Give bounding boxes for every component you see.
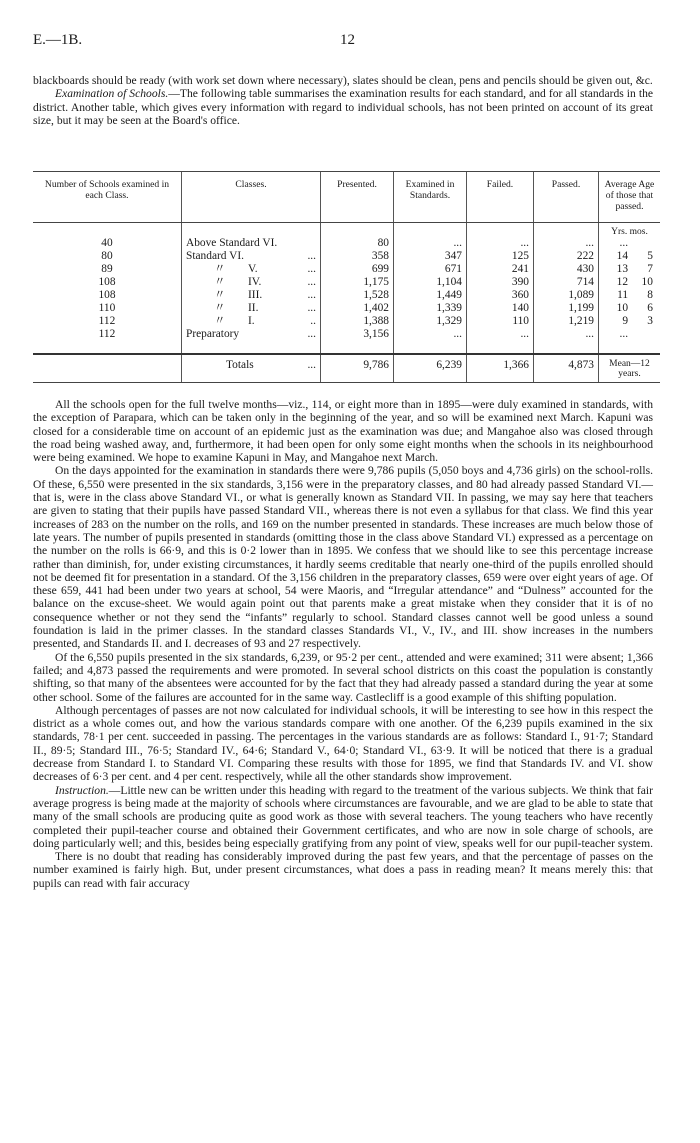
failed-value: 110	[467, 315, 534, 328]
leader-dots: ...	[307, 276, 316, 288]
passed-value: ...	[534, 237, 599, 250]
age-months: 6	[647, 302, 653, 314]
paragraph: There is no doubt that reading has considerably improved during the past few years, and that the percentage of passes on the number examined is fairly high. But, under present circumstances, what does a pass in reading mean? It means merely this: that pupils can read with fair accuracy	[33, 850, 653, 890]
passed-value: 714	[534, 276, 599, 289]
presented-value: 1,175	[321, 276, 394, 289]
failed-value: 241	[467, 263, 534, 276]
column-header: Failed.	[467, 172, 534, 223]
class-name: Standard VI.	[186, 250, 244, 262]
failed-value: 125	[467, 250, 534, 263]
schools-count: 112	[98, 315, 116, 327]
examined-value: 671	[394, 263, 467, 276]
presented-value: 1,402	[321, 302, 394, 315]
age-years: 14	[616, 250, 629, 262]
paragraph	[33, 784, 653, 850]
failed-value: 140	[467, 302, 534, 315]
body-text	[33, 398, 653, 890]
paragraph: All the schools open for the full twelve months—viz., 114, or eight more than in 1895—were duly examined in standards, with the exception of Parapara, which can be taken only in the beginning of the year, and so will be examined next March. Kapuni was closed for a considerable time on account of an epidemic just as the examination was due; and Mangahoe also was closed through the road being washed away, and, furthermore, it had been open for only some eight months when the schools in its neighbourhood were being examined. We hope to examine Kapuni in May, and Mangahoe next March.	[33, 398, 653, 465]
table-row	[33, 302, 660, 315]
leader-dots: ..	[310, 315, 316, 327]
ditto-mark: 〃	[214, 263, 226, 275]
intro-paragraph: blackboards should be ready (with work set down where necessary), slates should be clean, pens and pencils should be given out, &c.	[33, 74, 653, 87]
leader-dots: ...	[307, 328, 316, 340]
paragraph-text: —Little new can be written under this heading with regard to the treatment of the various subjects. We think that fair average progress is being made at the majority of schools where circumstances are favourable, and we are glad to be able to state that many of the small schools are producing quite as good work as those with several teachers. The young teachers who have recently completed their pupil-teacher course and obtained their Government certificates, and who are now in sole charge of schools, are doing particularly well; and this, besides being especially gratifying from any point of view, speaks well for our pupil-teacher system.	[33, 783, 653, 850]
ditto-mark: 〃	[214, 276, 226, 288]
totals-failed: 1,366	[467, 354, 534, 383]
examined-value: ...	[394, 328, 467, 354]
passed-value: 430	[534, 263, 599, 276]
totals-passed: 4,873	[534, 354, 599, 383]
schools-count: 112	[98, 328, 116, 340]
age-years: 11	[617, 289, 629, 301]
column-header: Classes.	[182, 172, 321, 223]
schools-count: 110	[98, 302, 116, 314]
schools-count: 80	[101, 250, 113, 262]
examination-paragraph	[33, 87, 653, 127]
totals-examined: 6,239	[394, 354, 467, 383]
ditto-mark: 〃	[214, 289, 226, 301]
examined-value: ...	[394, 237, 467, 250]
age-months: 8	[647, 289, 653, 301]
passed-value: ...	[534, 328, 599, 354]
schools-count: 108	[98, 276, 116, 288]
failed-value: ...	[467, 328, 534, 354]
age-years: ...	[619, 237, 629, 249]
totals-label: Totals	[226, 359, 254, 371]
leader-dots: ...	[307, 263, 316, 275]
age-months: 3	[647, 315, 653, 327]
passed-value: 222	[534, 250, 599, 263]
presented-value: 3,156	[321, 328, 394, 354]
examined-value: 1,449	[394, 289, 467, 302]
section-heading: Instruction.	[55, 783, 109, 797]
ditto-mark: 〃	[214, 302, 226, 314]
class-name: I.	[248, 315, 255, 327]
schools-count: 40	[101, 237, 113, 249]
column-header: Presented.	[321, 172, 394, 223]
age-years: 9	[622, 315, 629, 327]
paragraph-text: —The following table summarises the examination results for each standard, and for all standards in the district. Another table, which gives every information with regard to individual schools, has not been printed on account of its great size, but it may be seen at the Board's office.	[33, 87, 654, 127]
page-number: 12	[340, 32, 355, 48]
leader-dots: ...	[307, 289, 316, 301]
table-row	[33, 315, 660, 328]
paragraph: Of the 6,550 pupils presented in the six standards, 6,239, or 95·2 per cent., attended and were examined; 311 were absent; 1,366 failed; and 4,873 passed the requirements and were promoted. In several school districts on this coast the population is constantly shifting, so that many of the absentees were accounted for by the fact that they had already passed a standard during the year at some other school. Some of the failures are accounted for in the same way. Castlecliff is a good example of this shifting population.	[33, 650, 653, 704]
schools-count: 89	[101, 263, 113, 275]
table-row	[33, 289, 660, 302]
schools-count: 108	[98, 289, 116, 301]
age-years: 12	[616, 276, 629, 288]
age-years: ...	[619, 328, 629, 340]
failed-value: 360	[467, 289, 534, 302]
table-row	[33, 276, 660, 289]
table-row	[33, 263, 660, 276]
column-header: Average Age of those that passed.	[599, 172, 661, 223]
column-header: Number of Schools examined in each Class.	[33, 172, 182, 223]
examined-value: 1,329	[394, 315, 467, 328]
passed-value: 1,199	[534, 302, 599, 315]
leader-dots: ...	[307, 250, 316, 262]
examined-value: 1,104	[394, 276, 467, 289]
presented-value: 1,528	[321, 289, 394, 302]
totals-mean-age: Mean—12 years.	[599, 354, 661, 383]
paragraph: On the days appointed for the examination in standards there were 9,786 pupils (5,050 boys and 4,736 girls) on the school-rolls. Of these, 6,550 were presented in the six standards, 3,156 were in the preparatory classes, and 80 had already passed Standard VI.—that is, were in the class above Standard VI., or what is generally known as Standard VII. In passing, we may say here that teachers are given to stating that their pupils have passed Standard VII., whereas there is not even a syllabus for that class. We find this year increases of 283 on the number on the rolls, and 169 on the number presented in standards. These increases are much below those of late years. The number of pupils presented in standards (omitting those in the class above Standard VI.) expressed as a percentage on the number on the rolls is 66·9, and this is 0·2 lower than in 1895. We confess that we should like to see this percentage increase rather than diminish, for, under existing circumstances, it hardly seems creditable that nearly one-third of the pupils enrolled should not be deemed fit for presentation in a standard. Of the 3,156 children in the preparatory classes, 659 were over eight years of age. Of these 659, 441 had been under two years at school, 54 were Maoris, and “Irregular attendance” and “Dulness” accounted for the balance on the excuse-sheet. We would again point out that parents make a great mistake when they consider that it is of no consequence whether or not they send the “infants” regularly to school. Standard classes cannot well be good unless a sound foundation is laid in the primer classes. In the standard classes Standards VI., V., IV., and III. show increases in the numbers presented, and Standards II. and I. decreases of 93 and 27 respectively.	[33, 464, 653, 651]
column-header: Examined in Standards.	[394, 172, 467, 223]
passed-value: 1,219	[534, 315, 599, 328]
paragraph: Although percentages of passes are not now calculated for individual schools, it will be interesting to see how in this respect the district as a whole comes out, and how the various standards compare with one another. Of the 6,239 pupils examined in the six standards, 78·1 per cent. succeeded in passing. The percentages in the various standards are as follows: Standard I., 91·7; Standard II., 89·5; Standard III., 76·5; Standard IV., 64·6; Standard V., 64·0; Standard VI., 63·9. It will be noticed that there is a gradual decrease from Standard I. to Standard VI. Comparing these results with those for 1895, we find that Standards IV. and VI. show decreases of 6·3 per cent. and 4 per cent. respectively, while all the other standards show improvement.	[33, 703, 653, 784]
class-name: IV.	[248, 276, 262, 288]
document-reference: E.—1B.	[33, 32, 83, 48]
age-months: 7	[647, 263, 653, 275]
class-name: V.	[248, 263, 258, 275]
units-row	[33, 223, 660, 238]
totals-presented: 9,786	[321, 354, 394, 383]
leader-dots: ...	[307, 302, 316, 314]
class-name: II.	[248, 302, 259, 314]
leader-dots: ...	[307, 359, 316, 371]
section-heading: Examination of Schools.	[55, 87, 169, 101]
table-row	[33, 237, 660, 250]
examined-value: 1,339	[394, 302, 467, 315]
presented-value: 1,388	[321, 315, 394, 328]
table-row	[33, 250, 660, 263]
failed-value: ...	[467, 237, 534, 250]
class-name: III.	[248, 289, 263, 301]
table-header-row	[33, 172, 660, 223]
presented-value: 699	[321, 263, 394, 276]
ditto-mark: 〃	[214, 315, 226, 327]
age-units: Yrs. mos.	[599, 223, 661, 238]
passed-value: 1,089	[534, 289, 599, 302]
age-years: 13	[616, 263, 629, 275]
presented-value: 80	[321, 237, 394, 250]
age-months: 5	[647, 250, 653, 262]
failed-value: 390	[467, 276, 534, 289]
examination-results-table	[33, 171, 660, 383]
table-row	[33, 328, 660, 354]
intro-text	[33, 74, 653, 127]
column-header: Passed.	[534, 172, 599, 223]
age-years: 10	[616, 302, 629, 314]
age-months: 10	[641, 276, 653, 288]
class-name: Above Standard VI.	[186, 237, 278, 249]
presented-value: 358	[321, 250, 394, 263]
class-name: Preparatory	[186, 328, 240, 340]
totals-row	[33, 354, 660, 383]
examined-value: 347	[394, 250, 467, 263]
